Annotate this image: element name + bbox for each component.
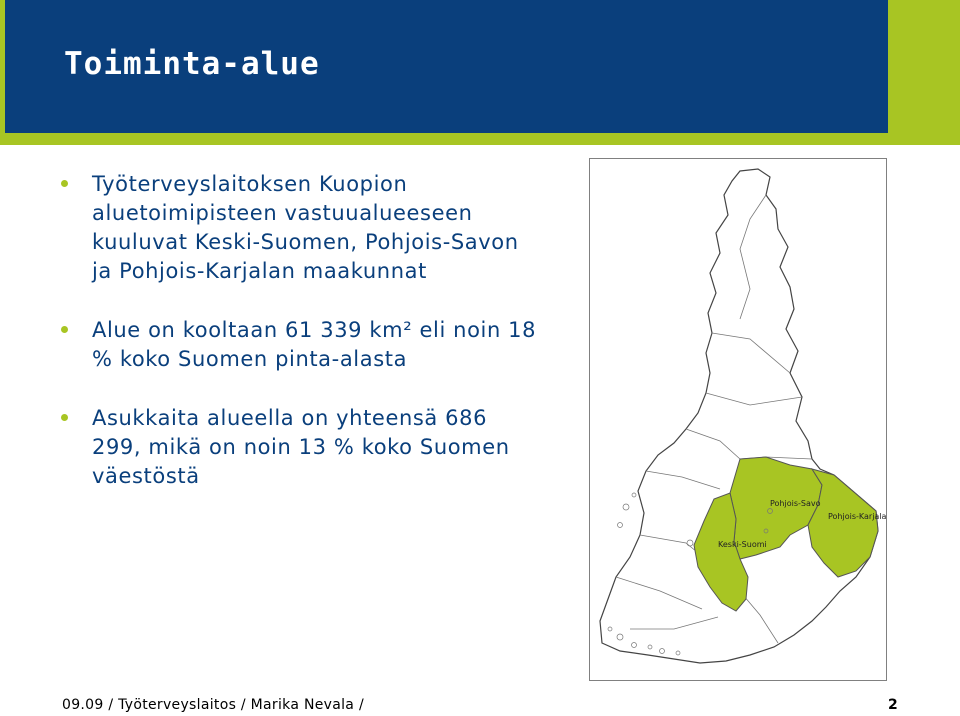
bullet-dot-icon xyxy=(61,180,68,187)
bullet-item xyxy=(60,316,540,374)
bullet-item xyxy=(60,404,540,491)
footer-text: 09.09 / Työterveyslaitos / Marika Nevala / xyxy=(62,697,364,713)
bullet-dot-icon xyxy=(61,326,68,333)
bullet-text: Asukkaita alueella on yhteensä 686 299, mikä on noin 13 % koko Suomen väestöstä xyxy=(92,406,510,488)
finland-map xyxy=(589,158,887,681)
bullet-list xyxy=(60,170,540,521)
slide-title: Toiminta-alue xyxy=(64,46,320,82)
finland-map-svg xyxy=(590,159,886,680)
label-pohjois-savo: Pohjois-Savo xyxy=(770,499,821,508)
label-pohjois-karjala: Pohjois-Karjala xyxy=(828,512,886,521)
page-number: 2 xyxy=(888,697,898,713)
bullet-text: Alue on kooltaan 61 339 km² eli noin 18 % koko Suomen pinta-alasta xyxy=(92,318,537,371)
bullet-dot-icon xyxy=(61,414,68,421)
label-keski-suomi: Keski-Suomi xyxy=(718,540,767,549)
bullet-item xyxy=(60,170,540,286)
bullet-text: Työterveyslaitoksen Kuopion aluetoimipisteen vastuualueeseen kuuluvat Keski-Suomen, Pohjois-Savon ja Pohjois-Karjalan maakunnat xyxy=(92,172,519,283)
